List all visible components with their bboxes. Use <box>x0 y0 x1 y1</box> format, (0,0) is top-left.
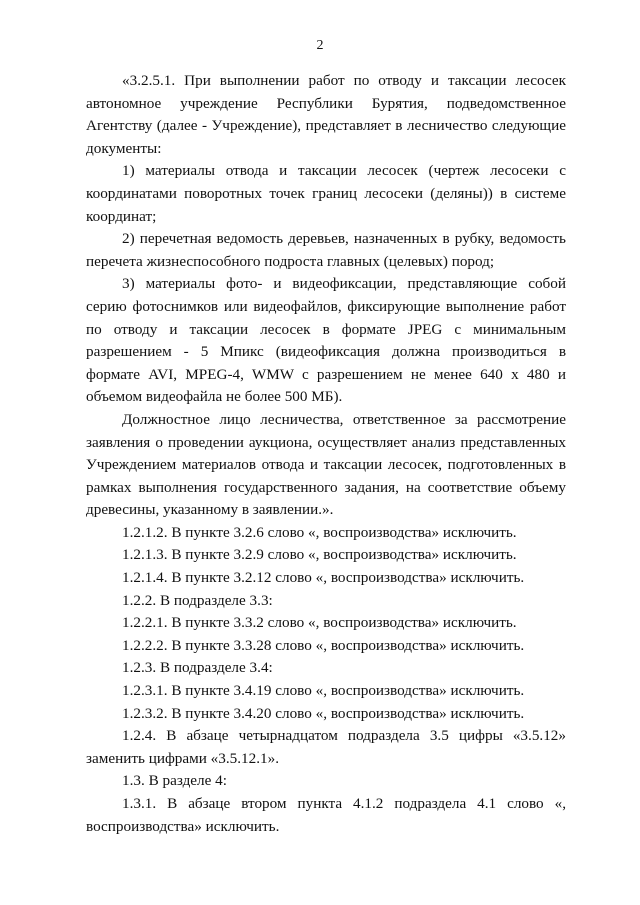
paragraph-1-2-1-3: 1.2.1.3. В пункте 3.2.9 слово «, воспроизводства» исключить. <box>122 546 517 564</box>
document-body <box>86 70 566 838</box>
paragraph-1-2-1-2: 1.2.1.2. В пункте 3.2.6 слово «, воспроизводства» исключить. <box>122 523 517 541</box>
page-number: 2 <box>316 38 324 53</box>
paragraph-1-2-1-4: 1.2.1.4. В пункте 3.2.12 слово «, воспроизводства» исключить. <box>122 569 525 587</box>
paragraph-1-2-2-2: 1.2.2.2. В пункте 3.3.28 слово «, воспроизводства» исключить. <box>122 636 525 654</box>
paragraph-1-2-3: 1.2.3. В подразделе 3.4: <box>122 659 273 677</box>
paragraph-1-3-1: 1.3.1. В абзаце втором пункта 4.1.2 подраздела 4.1 слово «, воспроизводства» исключить. <box>86 795 566 835</box>
paragraph-1-2-3-1: 1.2.3.1. В пункте 3.4.19 слово «, воспроизводства» исключить. <box>122 682 525 700</box>
paragraph-item-2: 2) перечетная ведомость деревьев, назначенных в рубку, ведомость перечета жизнеспособного подроста главных (целевых) пород; <box>86 230 566 270</box>
paragraph-1-2-2: 1.2.2. В подразделе 3.3: <box>122 591 273 609</box>
paragraph-1-2-2-1: 1.2.2.1. В пункте 3.3.2 слово «, воспроизводства» исключить. <box>122 614 517 632</box>
paragraph-item-1: 1) материалы отвода и таксации лесосек (чертеж лесосеки с координатами поворотных точек границ лесосеки (деляны)) в системе координат; <box>86 162 566 225</box>
paragraph-item-3: 3) материалы фото- и видеофиксации, представляющие собой серию фотоснимков или видеофайлов, фиксирующие выполнение работ по отводу и таксации лесосек в формате JPEG с минимальным разрешением - 5 Мпикс (видеофиксация должна производиться в формате AVI, MPEG-4, WMW с разрешением не менее 640 х 480 и объемом видеофайла не более 500 МБ). <box>86 275 566 406</box>
paragraph-3-2-5-1: «3.2.5.1. При выполнении работ по отводу и таксации лесосек автономное учреждение Республики Бурятия, подведомственное Агентству (далее - Учреждение), представляет в лесничество следующие документы: <box>86 72 566 157</box>
paragraph-official: Должностное лицо лесничества, ответственное за рассмотрение заявления о проведении аукциона, осуществляет анализ представленных Учреждением материалов отвода и таксации лесосек, подготовленных в рамках выполнения государственного задания, на соответствие объему древесины, указанному в заявлении.». <box>86 410 566 519</box>
paragraph-1-3: 1.3. В разделе 4: <box>122 772 227 790</box>
paragraph-1-2-4: 1.2.4. В абзаце четырнадцатом подраздела 3.5 цифры «3.5.12» заменить цифрами «3.5.12.1». <box>86 727 566 767</box>
paragraph-1-2-3-2: 1.2.3.2. В пункте 3.4.20 слово «, воспроизводства» исключить. <box>122 704 525 722</box>
